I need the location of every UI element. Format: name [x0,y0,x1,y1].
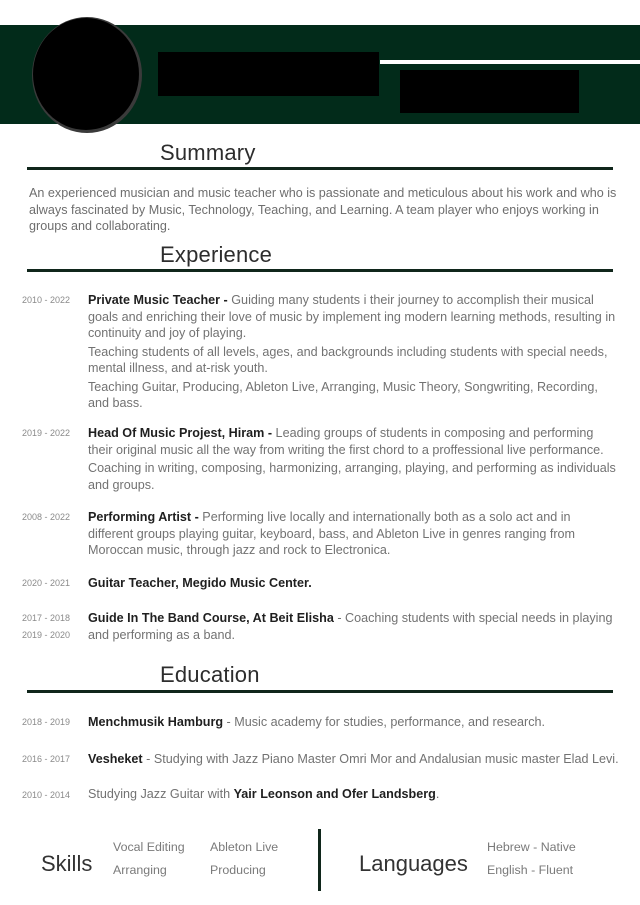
experience-dates: 2019 - 2020 [22,630,71,640]
education-body [88,714,628,731]
education-dates: 2016 - 2017 [22,754,71,764]
experience-body [88,575,618,592]
education-body [88,751,633,768]
experience-description: Leading groups of students in composing and performing their original music all the way from writing the first chord to a proffessional live performance. [88,426,604,457]
experience-body [88,509,618,559]
education-text: . [435,787,440,801]
job-title-redacted [400,70,579,113]
experience-title: Private Music Teacher - [88,293,228,307]
skill-item: Vocal Editing [113,840,185,854]
summary-heading: Summary [160,140,256,165]
education-dates: 2018 - 2019 [22,717,71,727]
name-redacted [158,52,379,96]
experience-title: Guitar Teacher, Megido Music Center. [88,576,312,590]
experience-body [88,292,618,412]
experience-title: Guide In The Band Course, At Beit Elisha [88,611,334,625]
language-item: Hebrew - Native [487,840,576,854]
experience-description: Teaching Guitar, Producing, Ableton Live, Arranging, Music Theory, Songwriting, Recording, and bass. [88,379,598,410]
education-institution: Menchmusik Hamburg [88,715,224,729]
experience-description: Guiding many students i their journey to accomplish their musical goals and enriching their love of music by implement ing modern learning methods, resulting in continuity and joy of playing. [88,293,616,340]
summary-rule [27,167,613,170]
education-rule [27,690,613,693]
skill-item: Producing [210,863,266,877]
education-text: - Studying with Jazz Piano Master Omri Mor and Andalusian music master Elad Levi. [142,752,619,766]
vertical-divider [318,829,321,891]
experience-body [88,425,618,493]
experience-dates: 2008 - 2022 [22,512,71,522]
summary-text: An experienced musician and music teacher who is passionate and meticulous about his work and who is always fascinated by Music, Technology, Teaching, and Learning. A team player who enjoys working in groups and collaborating. [29,186,617,233]
experience-body [88,610,618,643]
skill-item: Ableton Live [210,840,279,854]
education-body [88,786,628,803]
experience-dates: 2019 - 2022 [22,428,71,438]
experience-description: Coaching in writing, composing, harmonizing, arranging, playing, and performing as individuals and groups. [88,461,616,492]
education-institution: Vesheket [88,752,143,766]
experience-description: - Coaching students with special needs in playing and performing as a band. [88,611,613,642]
experience-dates: 2017 - 2018 [22,613,71,623]
experience-description: Teaching students of all levels, ages, and backgrounds including students with special needs, mental illness, and at-risk youth. [88,344,608,375]
experience-heading: Experience [160,242,273,267]
experience-rule [27,269,613,272]
education-heading: Education [160,662,260,687]
header-divider-line [380,60,640,64]
skill-item: Arranging [113,863,167,877]
experience-title: Head Of Music Projest, Hiram - [88,426,273,440]
education-text: - Music academy for studies, performance, and research. [223,715,546,729]
language-item: English - Fluent [487,863,574,877]
experience-title: Performing Artist - [88,510,199,524]
skills-heading: Skills [41,851,93,876]
experience-description: Performing live locally and internationally both as a solo act and in different groups playing guitar, keyboard, bass, and Ableton Live in genres ranging from Moroccan music, through jazz and rock to Electronica. [88,510,576,557]
languages-heading: Languages [359,851,468,876]
experience-dates: 2010 - 2022 [22,295,71,305]
education-text: Studying Jazz Guitar with [88,787,234,801]
profile-photo-redacted [33,18,139,130]
education-dates: 2010 - 2014 [22,790,71,800]
education-teachers: Yair Leonson and Ofer Landsberg [233,787,436,801]
experience-dates: 2020 - 2021 [22,578,71,588]
